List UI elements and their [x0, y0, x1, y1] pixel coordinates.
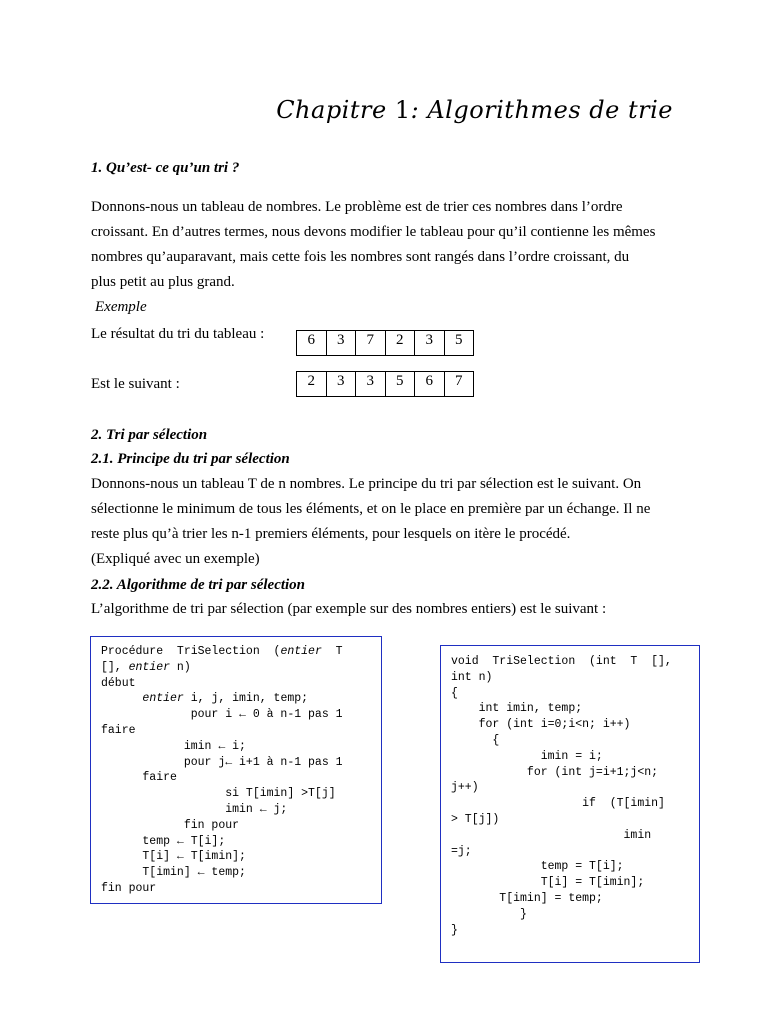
code-line: for (int j=i+1;j<n;: [451, 765, 659, 779]
paragraph-line: (Expliqué avec un exemple): [91, 551, 260, 567]
subsection-2-1-paragraph: [91, 472, 676, 572]
code-line: entier i, j, imin, temp;: [142, 692, 309, 706]
code-line: T[imin] ← temp;: [101, 866, 246, 880]
code-line: fin pour: [101, 881, 157, 895]
code-line: imin: [451, 828, 652, 842]
array-cell: 3: [326, 372, 356, 397]
c-code-box: [440, 645, 700, 963]
code-line: pour j← i+1 à n-1 pas 1: [101, 755, 343, 769]
code-line: si T[imin] >T[j]: [101, 787, 336, 801]
paragraph-line: Donnons-nous un tableau T de n nombres. Le principe du tri par sélection est le suivant. On: [91, 476, 642, 492]
title-number: 1: [394, 96, 411, 124]
code-line: imin ← i;: [101, 739, 246, 753]
array-cell: 5: [444, 331, 474, 356]
title-suffix: : Algorithmes de trie: [410, 96, 673, 124]
array-cell: 3: [415, 331, 445, 356]
code-line: imin = i;: [451, 749, 603, 763]
paragraph-line: sélectionne le minimum de tous les éléments, et on le place en première par un échange. Il ne: [91, 501, 651, 517]
code-line: faire: [101, 723, 136, 737]
subsection-2-2-heading: 2.2. Algorithme de tri par sélection: [91, 577, 306, 593]
code-line: for (int i=0;i<n; i++): [451, 718, 631, 732]
code-line: }: [451, 907, 527, 921]
code-line: }: [451, 923, 458, 937]
code-line: temp ← T[i];: [101, 834, 226, 848]
code-line: if (T[imin]: [451, 797, 665, 811]
array-cell: 2: [297, 372, 327, 397]
code-line: int n): [451, 670, 493, 684]
code-line: void TriSelection (int T [],: [451, 655, 672, 668]
code-line: j++): [451, 781, 479, 795]
code-line: faire: [101, 771, 177, 785]
array-cell: 6: [415, 372, 445, 397]
example-label: Exemple: [95, 299, 147, 315]
subsection-2-1-heading: 2.1. Principe du tri par sélection: [91, 451, 290, 467]
array-cell: 7: [356, 331, 386, 356]
array-cell: 2: [385, 331, 415, 356]
code-line: > T[j]): [451, 812, 500, 826]
code-line: [], entier n): [101, 660, 191, 674]
output-array-label: Est le suivant :: [91, 376, 180, 392]
section-1-paragraph: [91, 195, 676, 295]
code-line: début: [101, 676, 136, 690]
title-prefix: Chapitre: [276, 96, 387, 124]
code-line: imin ← j;: [101, 802, 288, 816]
code-line: {: [451, 733, 500, 747]
array-cell: 7: [444, 372, 474, 397]
code-line: T[i] ← T[imin];: [101, 850, 246, 864]
input-array-label: Le résultat du tri du tableau :: [91, 326, 265, 342]
code-line: Procédure TriSelection (entier T: [101, 645, 343, 658]
paragraph-line: plus petit au plus grand.: [91, 274, 235, 290]
section-1-heading: 1. Qu’est- ce qu’un tri ?: [91, 160, 240, 176]
paragraph-line: croissant. En d’autres termes, nous devons modifier le tableau pour qu’il contienne les mêmes: [91, 224, 656, 240]
paragraph-line: nombres qu’auparavant, mais cette fois les nombres sont rangés dans l’ordre croissant, du: [91, 249, 630, 265]
array-cell: 3: [356, 372, 386, 397]
input-array: [296, 330, 474, 356]
chapter-title: [276, 96, 673, 124]
code-line: int imin, temp;: [451, 702, 583, 716]
array-cell: 5: [385, 372, 415, 397]
pseudo-code-box: [90, 636, 382, 904]
code-line: {: [451, 686, 458, 700]
array-cell: 6: [297, 331, 327, 356]
paragraph-line: Donnons-nous un tableau de nombres. Le problème est de trier ces nombres dans l’ordre: [91, 199, 623, 215]
subsection-2-2-text: L’algorithme de tri par sélection (par exemple sur des nombres entiers) est le suivant :: [91, 601, 607, 617]
output-array: [296, 371, 474, 397]
code-line: temp = T[i];: [451, 860, 624, 874]
section-2-heading: 2. Tri par sélection: [91, 427, 208, 443]
code-line: T[i] = T[imin];: [451, 876, 645, 890]
code-line: T[imin] = temp;: [451, 891, 603, 905]
paragraph-line: reste plus qu’à trier les n-1 premiers éléments, pour lesquels on itère le procédé.: [91, 526, 571, 542]
array-cell: 3: [326, 331, 356, 356]
code-line: pour i ← 0 à n-1 pas 1: [101, 708, 343, 722]
code-line: fin pour: [101, 818, 240, 832]
code-line: =j;: [451, 844, 472, 858]
